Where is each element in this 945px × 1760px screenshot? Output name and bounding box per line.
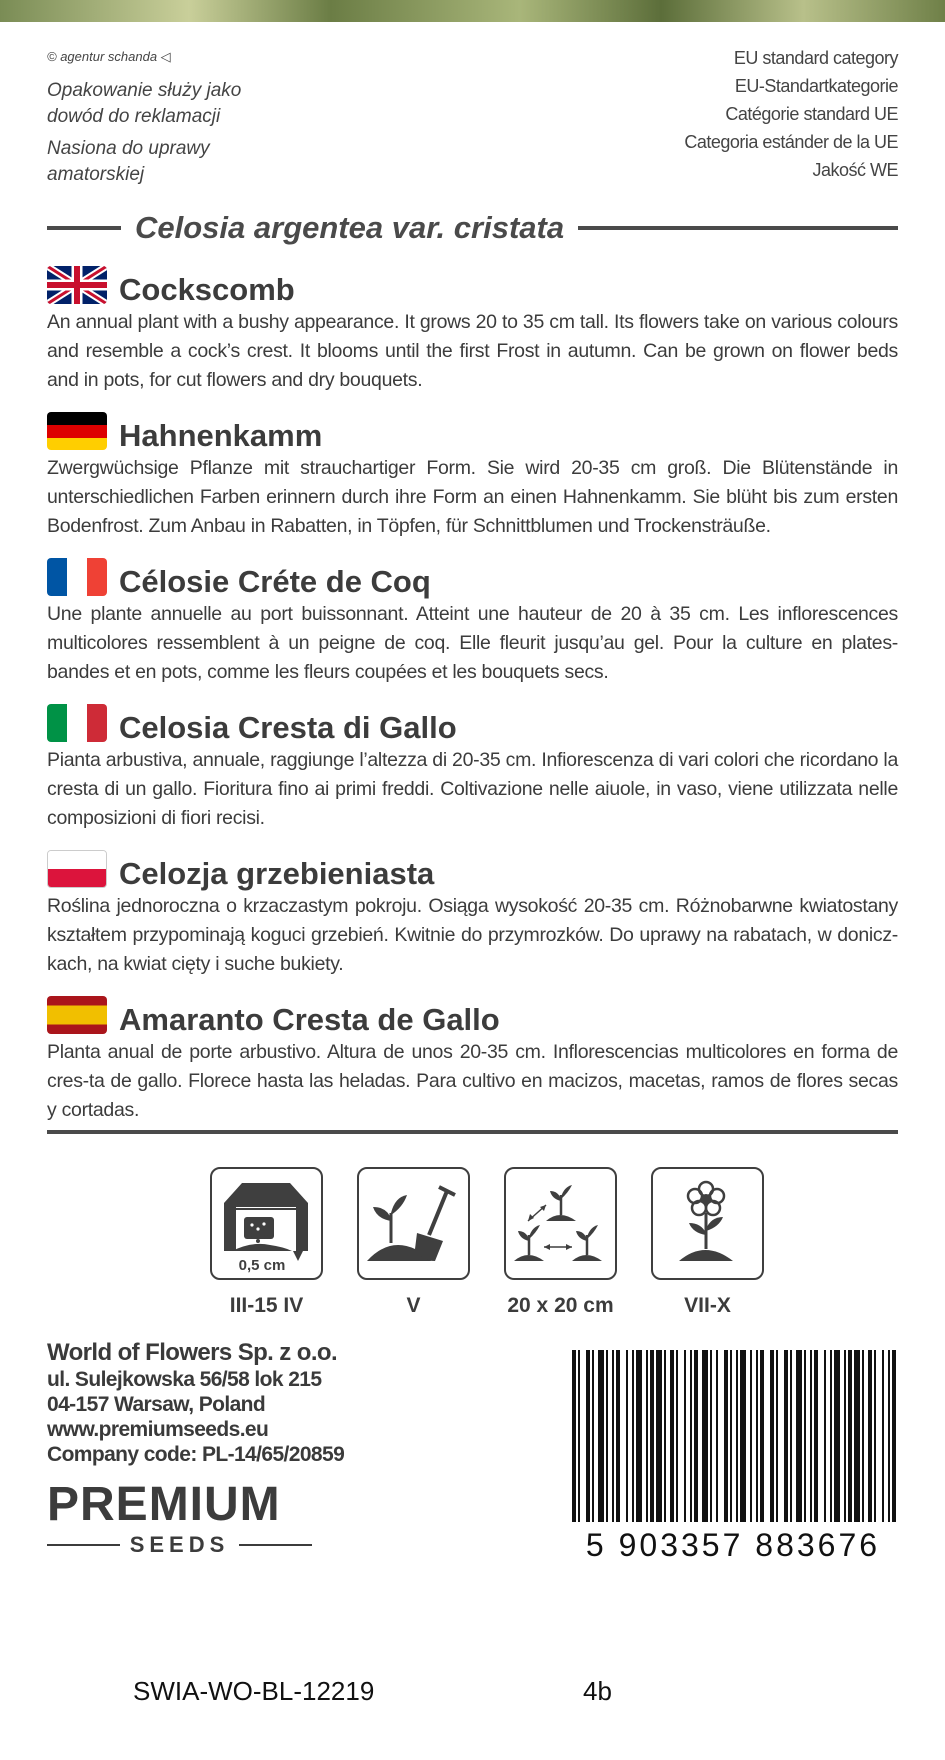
barcode-bar [632,1350,634,1522]
planting-out-icon [357,1167,470,1280]
sowing-depth: 0,5 cm [238,1257,286,1274]
barcode-bar [694,1350,698,1522]
latin-name: Celosia argentea var. cristata [135,210,565,245]
section-title: Cockscomb [119,272,295,307]
section-title: Celozja grzebieniasta [119,856,435,891]
note-line: Nasiona do uprawy [47,138,210,159]
category-line: Jakość WE [812,160,898,180]
section-english [47,262,898,395]
description-sections [47,262,898,1138]
barcode-bar [814,1350,818,1522]
planting-column [340,1167,487,1318]
agency-logo-icon: ◁ [160,49,171,64]
section-text: Planta anual de porte arbustivo. Altura de unos 20-35 cm. Inflorescencias multicolores en forma de cres-ta de gallo. Florece hasta las heladas. Para cultivo en macizos, macetas, ramos de flores secas y cortadas. [47,1041,898,1121]
barcode-bar [760,1350,764,1522]
barcode-bar [578,1350,580,1522]
website-link[interactable]: www.premiumseeds.eu [47,1418,269,1441]
sowing-under-cover-icon [210,1167,323,1280]
note-line: dowód do reklamacji [47,106,221,127]
product-code: SWIA-WO-BL-12219 [133,1676,375,1706]
address-line: 04-157 Warsaw, Poland [47,1393,266,1416]
barcode-bar [862,1350,864,1522]
barcode-bar [626,1350,628,1522]
section-german [47,408,898,541]
barcode-bar [656,1350,662,1522]
barcode-bar [796,1350,802,1522]
section-title: Celosia Cresta di Gallo [119,710,457,745]
barcode-bar [874,1350,876,1522]
barcode-bar [784,1350,788,1522]
header-photo-strip [0,0,945,22]
france-flag-icon [47,558,107,596]
barcode-bar [750,1350,752,1522]
photo-credit: © agentur schanda ◁ [47,49,171,64]
divider [239,1544,312,1546]
packet-notes [47,44,241,194]
brand-logo [47,1480,312,1558]
cultivation-icons [193,1167,781,1318]
section-title: Célosie Créte de Coq [119,564,431,599]
section-title: Amaranto Cresta de Gallo [119,1002,500,1037]
page-number: 4b [583,1676,612,1706]
barcode-bar [740,1350,746,1522]
poland-flag-icon [47,850,107,888]
barcode-number: 5 903357 883676 [585,1527,881,1560]
barcode-bar [844,1350,846,1522]
icon-label: III-15 IV [229,1294,304,1317]
barcode-bar [882,1350,884,1522]
divider [47,226,121,230]
divider [578,226,898,230]
barcode-bar [702,1350,708,1522]
section-text: Pianta arbustiva, annuale, raggiunge l’altezza di 20-35 cm. Infiorescenza di vari colori che ricordano la cresta di un gallo. Fioritura fino ai primi freddi. Coltivazione nelle aiuole, in vaso, viene utilizzata nelle composizioni di fiori recisi. [47,749,898,829]
divider [47,1544,120,1546]
section-text: Une plante annuelle au port buissonnant. Atteint une hauteur de 20 à 35 cm. Les inflorescences multicolores ressemblent à un peigne de coq. Elle fleurit jusqu’au gel. Pour la culture en plates-bandes et en pots, comme les fleurs coupées et les bouquets secs. [47,603,898,683]
barcode-bar [834,1350,840,1522]
barcode-bar [592,1350,594,1522]
uk-flag-icon [47,266,107,304]
section-italian [47,700,898,833]
sowing-column [193,1167,340,1318]
eu-category-block [684,44,898,184]
spacing-column [487,1167,634,1318]
icon-label: VII-X [684,1294,731,1317]
barcode-bar [606,1350,608,1522]
note-line: amatorskiej [47,164,145,185]
section-text: Roślina jednoroczna o krzaczastym pokroju. Osiąga wysokość 20-35 cm. Różnobarwne kwiatostany kształtem przypominają koguci grzebień. Kwitnie do przymrozków. Do uprawy na rabatach, w donicz-kach, na kwiat cięty i suche bukiety. [47,895,898,975]
barcode-bar [756,1350,758,1522]
barcode-bar [670,1350,674,1522]
section-polish [47,846,898,979]
barcode-bar [650,1350,654,1522]
barcode-bar [664,1350,666,1522]
barcode-bar [790,1350,792,1522]
barcode-bar [810,1350,812,1522]
barcode-bar [892,1350,896,1522]
barcode-bar [710,1350,712,1522]
icon-label: 20 x 20 cm [507,1294,614,1317]
company-code: Company code: PL-14/65/20859 [47,1443,345,1466]
section-title: Hahnenkamm [119,418,323,453]
barcode-bar [854,1350,860,1522]
barcode [568,1350,898,1560]
barcode-bar [830,1350,832,1522]
barcode-bar [572,1350,576,1522]
barcode-bar [684,1350,686,1522]
barcode-bar [848,1350,852,1522]
barcode-bar [770,1350,774,1522]
barcode-bar [724,1350,728,1522]
barcode-bar [690,1350,692,1522]
category-line: Catégorie standard UE [725,104,898,124]
spacing-icon [504,1167,617,1280]
barcode-bar [598,1350,604,1522]
barcode-bar [716,1350,718,1522]
divider [47,1130,898,1134]
flowering-column [634,1167,781,1318]
icon-label: V [406,1294,421,1317]
section-spanish [47,992,898,1125]
barcode-bar [612,1350,614,1522]
barcode-bar [616,1350,620,1522]
barcode-bar [888,1350,890,1522]
barcode-bar [586,1350,590,1522]
barcode-bar [736,1350,738,1522]
address-line: ul. Sulejkowska 56/58 lok 215 [47,1368,322,1391]
barcode-bars [568,1350,898,1560]
barcode-bar [676,1350,678,1522]
section-french [47,554,898,687]
brand-name: PREMIUM [47,1478,281,1531]
company-name: World of Flowers Sp. z o.o. [47,1339,338,1366]
brand-subname: SEEDS [129,1532,230,1557]
company-info [47,1340,344,1467]
germany-flag-icon [47,412,107,450]
flowering-icon [651,1167,764,1280]
barcode-bar [824,1350,826,1522]
note-line: Opakowanie służy jako [47,80,242,101]
barcode-bar [730,1350,732,1522]
barcode-bar [804,1350,806,1522]
spain-flag-icon [47,996,107,1034]
barcode-bar [646,1350,648,1522]
category-line: Categoria estánder de la UE [684,132,898,152]
section-text: Zwergwüchsige Pflanze mit strauchartiger Form. Sie wird 20-35 cm groß. Die Blütenstände in unterschiedlichen Farben erinnern durch ihre Form an einen Hahnenkamm. Sie blüht bis zum ersten Bodenfrost. Zum Anbau in Rabatten, in Töpfen, für Schnittblumen und Trockensträuße. [47,457,898,537]
barcode-bar [636,1350,642,1522]
category-line: EU-Standartkategorie [734,76,898,96]
latin-name-row [47,208,898,248]
italy-flag-icon [47,704,107,742]
section-text: An annual plant with a bushy appearance. It grows 20 to 35 cm tall. Its flowers take on various colours and resemble a cock’s crest. It blooms until the first Frost in autumn. Can be grown on flower beds and in pots, for cut flowers and dry bouquets. [47,311,898,391]
category-line: EU standard category [733,48,898,68]
barcode-bar [776,1350,778,1522]
barcode-bar [868,1350,872,1522]
